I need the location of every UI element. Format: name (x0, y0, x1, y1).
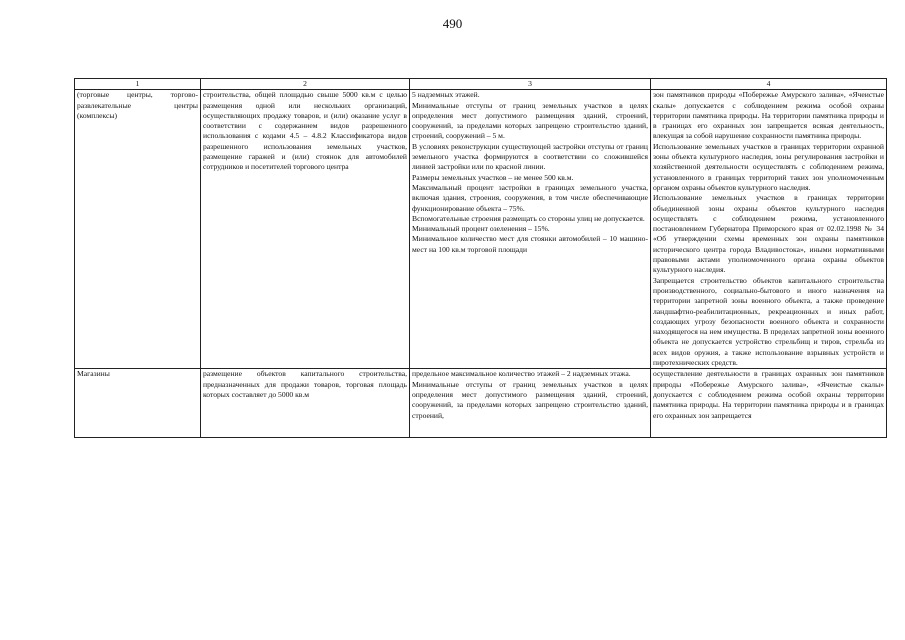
cell-text: Размеры земельных участков – не менее 500 кв.м. (412, 172, 574, 182)
header-cell-3: 3 (410, 79, 651, 90)
cell-text: зон памятников природы «Побережье Амурского залива», «Ячеистые скалы» допускается с соблюдением режима особой охраны территории памятника природы. На территории памятника природы и в границах его охранных зон запрещается всякая деятельность, влекущая за собой нарушение сохранности памятника природы. (653, 90, 884, 141)
page-number: 490 (442, 16, 463, 31)
cell-text: размещение объектов капитального строительства, предназначенных для продажи товаров, торговая площадь которых составляет до 5000 кв.м (203, 369, 407, 399)
cell-text: Максимальный процент застройки в границах земельного участка, включая здания, строения, сооружения, в том числе обеспечивающие функционирование объекта – 75%. (412, 182, 648, 213)
table-header-row (75, 79, 887, 90)
cell-text: В условиях реконструкции существующей застройки отступы от границ земельного участка формируются в соответствии со сложившейся линией застройки или по красной линии. (412, 141, 648, 172)
cell-parameters (410, 90, 651, 369)
cell-text: Вспомогательные строения размещать со стороны улиц не допускается. (412, 213, 645, 223)
cell-parameters (410, 369, 651, 438)
cell-text: Использование земельных участков в границах территории охранной зоны объекта культурного наследия, зоны регулирования застройки и хозяйственной деятельности осуществлять с соблюдением режима, установленного в границах территорий таких зон уполномоченным органом охраны объектов культурного наследия. (653, 141, 884, 192)
header-cell-2: 2 (201, 79, 410, 90)
cell-text: осуществление деятельности в границах охранных зон памятников природы «Побережье Амурского залива», «Ячеистые скалы» допускается с соблюдением режима особой охраны территории памятника природы. На территории памятника природы и в границах его охранных зон запрещается (653, 369, 884, 420)
cell-text: (торговые центры, торгово-развлекательные центры (комплексы) (77, 90, 198, 120)
cell-text: предельное максимальное количество этажей – 2 надземных этажа. (412, 369, 631, 379)
cell-restrictions (651, 369, 887, 438)
cell-restrictions (651, 90, 887, 369)
cell-text: Запрещается строительство объектов капитального строительства производственного, социально-бытового и иного назначения на территории запретной зоны военного объекта, а также проведение ландшафтно-реабилитационных, рекреационных и иных работ, создающих угрозу безопасности военного объекта и сохранности находящегося на нем имущества. В пределах запретной зоны военного объекта не допускается устройство стрельбищ и тиров, стрельба из всех видов оружия, а также использование взрывных устройств и пиротехнических средств. (653, 275, 884, 368)
header-cell-4: 4 (651, 79, 887, 90)
table-row (75, 90, 887, 369)
cell-text: строительства, общей площадью свыше 5000 кв.м с целью размещения одной или нескольких организаций, осуществляющих продажу товаров, и (или) оказание услуг в соответствии с содержанием видов разрешенного использования с кодами 4.5 – 4.8.2 Классификатора видов разрешенного использования земельных участков, размещение гаражей и (или) стоянок для автомобилей сотрудников и посетителей торгового центра (203, 90, 407, 172)
table-row (75, 369, 887, 438)
zoning-table (74, 78, 887, 438)
cell-text: Минимальные отступы от границ земельных участков в целях определения мест допустимого размещения зданий, строений, сооружений, за пределами которых запрещено строительство зданий, строений, (412, 379, 648, 420)
cell-text: Минимальный процент озеленения – 15%. (412, 224, 550, 234)
cell-text: Магазины (77, 369, 110, 379)
cell-use-type (75, 369, 201, 438)
header-cell-1: 1 (75, 79, 201, 90)
cell-description (201, 369, 410, 438)
cell-text: Минимальные отступы от границ земельных участков в целях определения мест допустимого размещения зданий, строений, сооружений, за пределами которых запрещено строительство зданий, строений, сооружений – 5 м. (412, 100, 648, 141)
cell-text: 5 надземных этажей. (412, 90, 480, 100)
cell-text: Минимальное количество мест для стоянки автомобилей – 10 машино-мест на 100 кв.м торговой площади (412, 234, 648, 254)
cell-use-type (75, 90, 201, 369)
cell-description (201, 90, 410, 369)
cell-text: Использование земельных участков в границах территории объединенной зоны охраны объектов культурного наследия осуществлять с соблюдением режима, установленного постановлением Губернатора Приморского края от 02.02.1998 № 34 «Об утверждении схемы временных зон охраны памятников исторического центра города Владивостока», иными нормативными правовыми актами уполномоченного органа охраны объектов культурного наследия. (653, 193, 884, 275)
